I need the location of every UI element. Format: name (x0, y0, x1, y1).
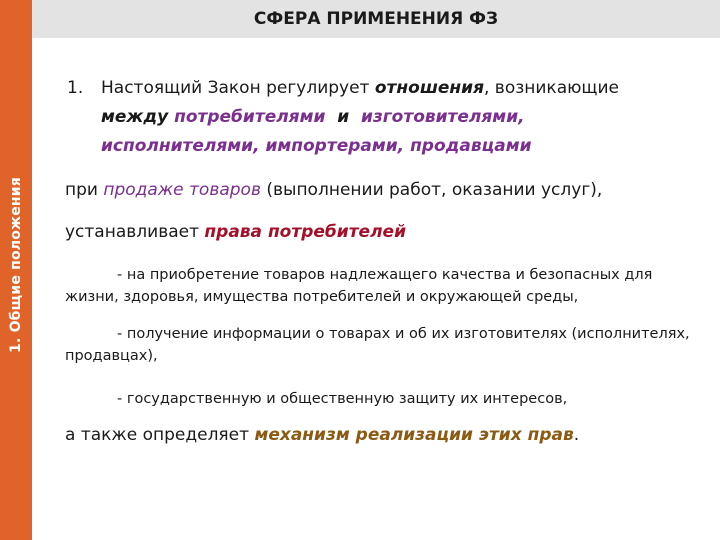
text: Настоящий Закон регулирует (101, 78, 375, 98)
item-number: 1. (67, 78, 84, 98)
emphasis-between: между (101, 107, 175, 127)
section-label: 1. Общие положения (8, 177, 24, 353)
sub-item-text: - государственную и общественную защиту их интересов, (117, 391, 568, 407)
text: , возникающие (484, 78, 619, 98)
emphasis-consumer-rights: права потребителей (204, 222, 406, 242)
sub-item-3 (65, 388, 705, 410)
emphasis-mechanism: механизм реализации этих прав (254, 425, 574, 445)
text: при (65, 180, 104, 200)
paragraph-line-4 (65, 180, 602, 200)
paragraph-line-5 (65, 222, 406, 242)
sub-item-1 (65, 264, 705, 308)
text: (выполнении работ, оказании услуг), (260, 180, 603, 200)
emphasis-relations: отношения (374, 78, 484, 98)
paragraph-line-1 (101, 78, 619, 98)
paragraph-line-2 (101, 107, 525, 127)
page-title: СФЕРА ПРИМЕНЕНИЯ ФЗ (253, 9, 499, 29)
sub-item-text: - получение информации о товарах и об их изготовителях (исполнителях, продавцах), (65, 326, 690, 364)
emphasis-consumers: потребителями (174, 107, 326, 127)
emphasis-manufacturers: изготовителями, (361, 107, 525, 127)
title-bar (32, 0, 720, 38)
emphasis-and: и (325, 107, 361, 127)
emphasis-sellers: исполнителями, импортерами, продавцами (101, 136, 532, 156)
paragraph-line-3 (101, 136, 532, 156)
emphasis-sale-of-goods: продаже товаров (103, 180, 261, 200)
sub-item-2 (65, 323, 705, 367)
sidebar-band (0, 0, 32, 540)
paragraph-line-6 (65, 425, 579, 445)
text: а также определяет (65, 425, 255, 445)
sub-item-text: - на приобретение товаров надлежащего качества и безопасных для жизни, здоровья, имущества потребителей и окружающей среды, (65, 267, 653, 305)
text: . (573, 425, 580, 445)
text: устанавливает (65, 222, 205, 242)
